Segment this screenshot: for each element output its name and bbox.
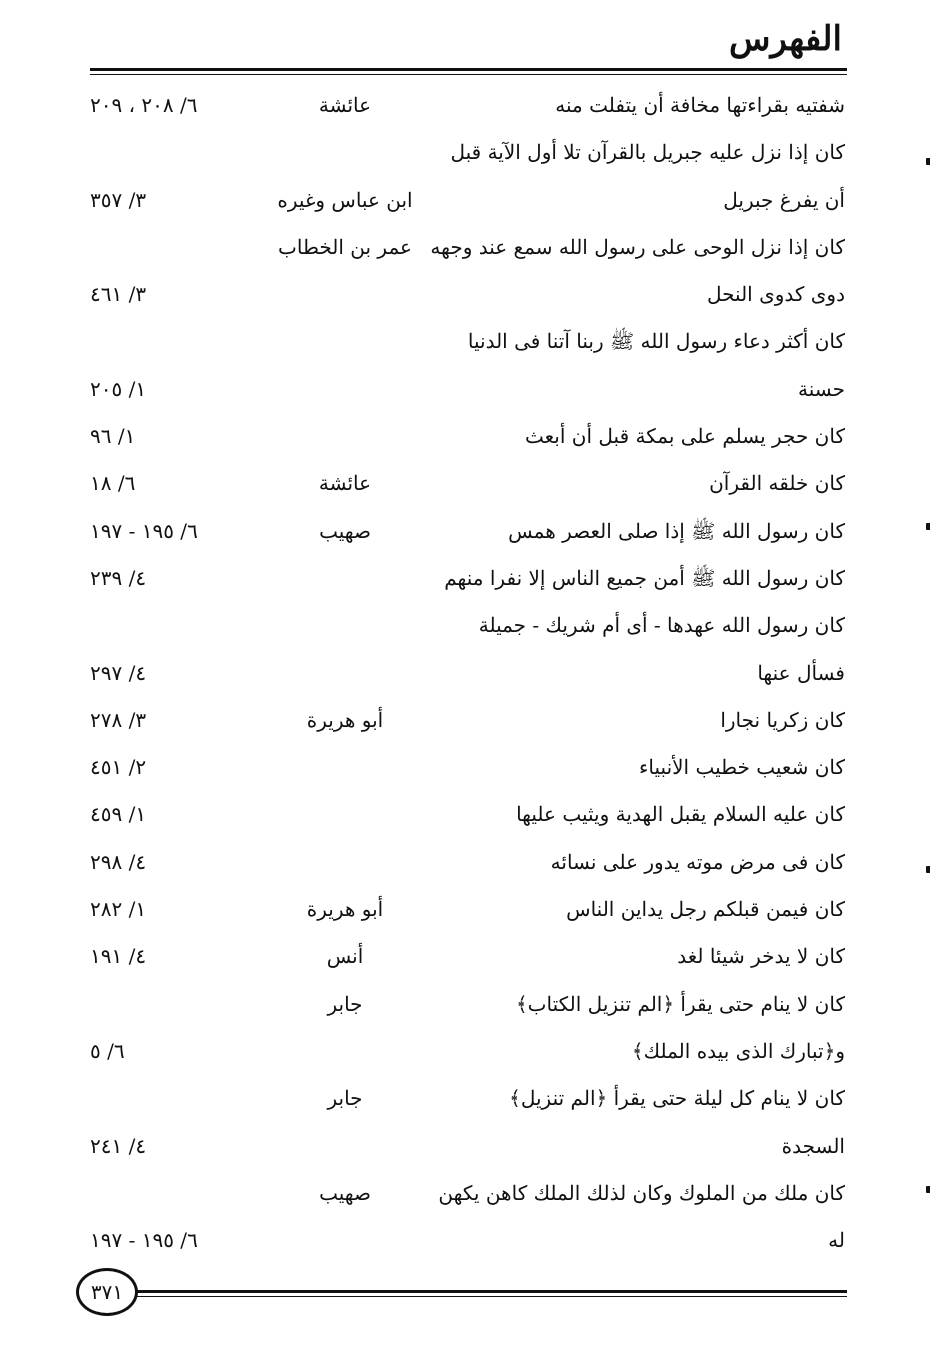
entry-narrator: عمر بن الخطاب [278, 234, 412, 259]
index-row [0, 1173, 930, 1220]
entry-reference: ١/ ٩٦ [90, 424, 136, 449]
header-double-rule [90, 68, 847, 75]
entry-text: كان ملك من الملوك وكان لذلك الملك كاهن يكهن [438, 1180, 845, 1205]
index-row [0, 889, 930, 936]
entry-narrator: أبو هريرة [306, 707, 384, 732]
entry-text: كان خلقه القرآن [709, 471, 845, 496]
index-row [0, 511, 930, 558]
entry-text: كان شعيب خطيب الأنبياء [639, 755, 845, 780]
page-title: الفهرس [729, 19, 842, 59]
entry-text: كان لا ينام حتى يقرأ ﴿الم تنزيل الكتاب﴾ [515, 991, 845, 1016]
entry-text: دوى كدوى النحل [706, 282, 845, 307]
index-row [0, 369, 930, 416]
entry-text: كان حجر يسلم على بمكة قبل أن أبعث [525, 424, 845, 449]
entry-narrator: صهيب [319, 518, 371, 543]
index-row [0, 747, 930, 794]
entry-text: كان لا يدخر شيئا لغد [677, 944, 845, 969]
entry-reference: ٣/ ٣٥٧ [90, 187, 147, 212]
index-row [0, 1220, 930, 1267]
index-row [0, 936, 930, 983]
entry-text: فسأل عنها [757, 660, 845, 685]
entry-text: شفتيه بقراءتها مخافة أن يتفلت منه [555, 93, 845, 117]
entry-reference: ٤/ ٢٤١ [90, 1133, 147, 1158]
entry-text: أن يفرغ جبريل [723, 187, 845, 212]
entry-text: كان زكريا نجارا [720, 707, 845, 732]
entry-reference: ١/ ٤٥٩ [90, 802, 147, 827]
index-row [0, 1078, 930, 1125]
index-row [0, 274, 930, 321]
margin-mark [926, 523, 930, 530]
page-number: ٣٧١ [76, 1268, 138, 1316]
entry-text: السجدة [781, 1133, 845, 1158]
entry-text: كان فى مرض موته يدور على نسائه [550, 849, 845, 874]
index-row [0, 984, 930, 1031]
index-row [0, 416, 930, 463]
entry-reference: ٣/ ٤٦١ [90, 282, 147, 307]
index-row [0, 227, 930, 274]
entry-text: حسنة [798, 376, 845, 401]
entry-reference: ٦/ ١٩٥ - ١٩٧ [90, 518, 198, 543]
index-row [0, 132, 930, 179]
index-table [0, 85, 930, 1267]
entry-reference: ٤/ ٢٣٩ [90, 565, 147, 590]
entry-narrator: جابر [327, 991, 363, 1016]
index-row [0, 653, 930, 700]
index-row [0, 1031, 930, 1078]
entry-text: كان رسول الله ﷺ أمن جميع الناس إلا نفرا منهم [444, 565, 845, 590]
entry-reference: ٦/ ٢٠٨ ، ٢٠٩ [90, 93, 198, 117]
footer-double-rule [136, 1290, 847, 1297]
entry-reference: ٤/ ١٩١ [90, 944, 147, 969]
entry-reference: ٦/ ١٩٥ - ١٩٧ [90, 1228, 198, 1253]
index-row [0, 180, 930, 227]
entry-text: كان رسول الله عهدها - أى أم شريك - جميلة [478, 613, 845, 638]
entry-text: كان فيمن قبلكم رجل يداين الناس [566, 897, 845, 922]
index-row [0, 321, 930, 368]
entry-reference: ٢/ ٤٥١ [90, 755, 147, 780]
margin-mark [926, 158, 930, 165]
index-row [0, 794, 930, 841]
entry-text: له [828, 1228, 845, 1253]
index-row [0, 1126, 930, 1173]
index-row [0, 85, 930, 132]
entry-narrator: عائشة [318, 93, 372, 117]
entry-text: كان رسول الله ﷺ إذا صلى العصر همس [508, 518, 845, 543]
index-row [0, 700, 930, 747]
entry-text: و﴿تبارك الذى بيده الملك﴾ [631, 1038, 845, 1063]
entry-reference: ٤/ ٢٩٧ [90, 660, 147, 685]
entry-narrator: أنس [326, 944, 364, 969]
index-row [0, 463, 930, 510]
entry-text: كان إذا نزل عليه جبريل بالقرآن تلا أول الآية قبل [450, 140, 845, 165]
entry-reference: ١/ ٢٠٥ [90, 376, 147, 401]
index-row [0, 605, 930, 652]
index-row [0, 842, 930, 889]
entry-reference: ٣/ ٢٧٨ [90, 707, 147, 732]
entry-narrator: أبو هريرة [306, 897, 384, 922]
entry-text: كان لا ينام كل ليلة حتى يقرأ ﴿الم تنزيل﴾ [509, 1086, 845, 1111]
entry-text: كان إذا نزل الوحى على رسول الله سمع عند وجهه [430, 234, 845, 259]
entry-text: كان أكثر دعاء رسول الله ﷺ ربنا آتنا فى الدنيا [467, 329, 845, 354]
entry-narrator: ابن عباس وغيره [277, 187, 413, 212]
entry-reference: ٤/ ٢٩٨ [90, 849, 147, 874]
entry-text: كان عليه السلام يقبل الهدية ويثيب عليها [516, 802, 845, 827]
entry-narrator: جابر [327, 1086, 363, 1111]
entry-narrator: عائشة [318, 471, 372, 496]
margin-mark [926, 1186, 930, 1193]
entry-reference: ٦/ ١٨ [90, 471, 136, 496]
margin-mark [926, 866, 930, 873]
index-row [0, 558, 930, 605]
entry-reference: ٦/ ٥ [90, 1038, 125, 1063]
entry-narrator: صهيب [319, 1180, 371, 1205]
entry-reference: ١/ ٢٨٢ [90, 897, 147, 922]
